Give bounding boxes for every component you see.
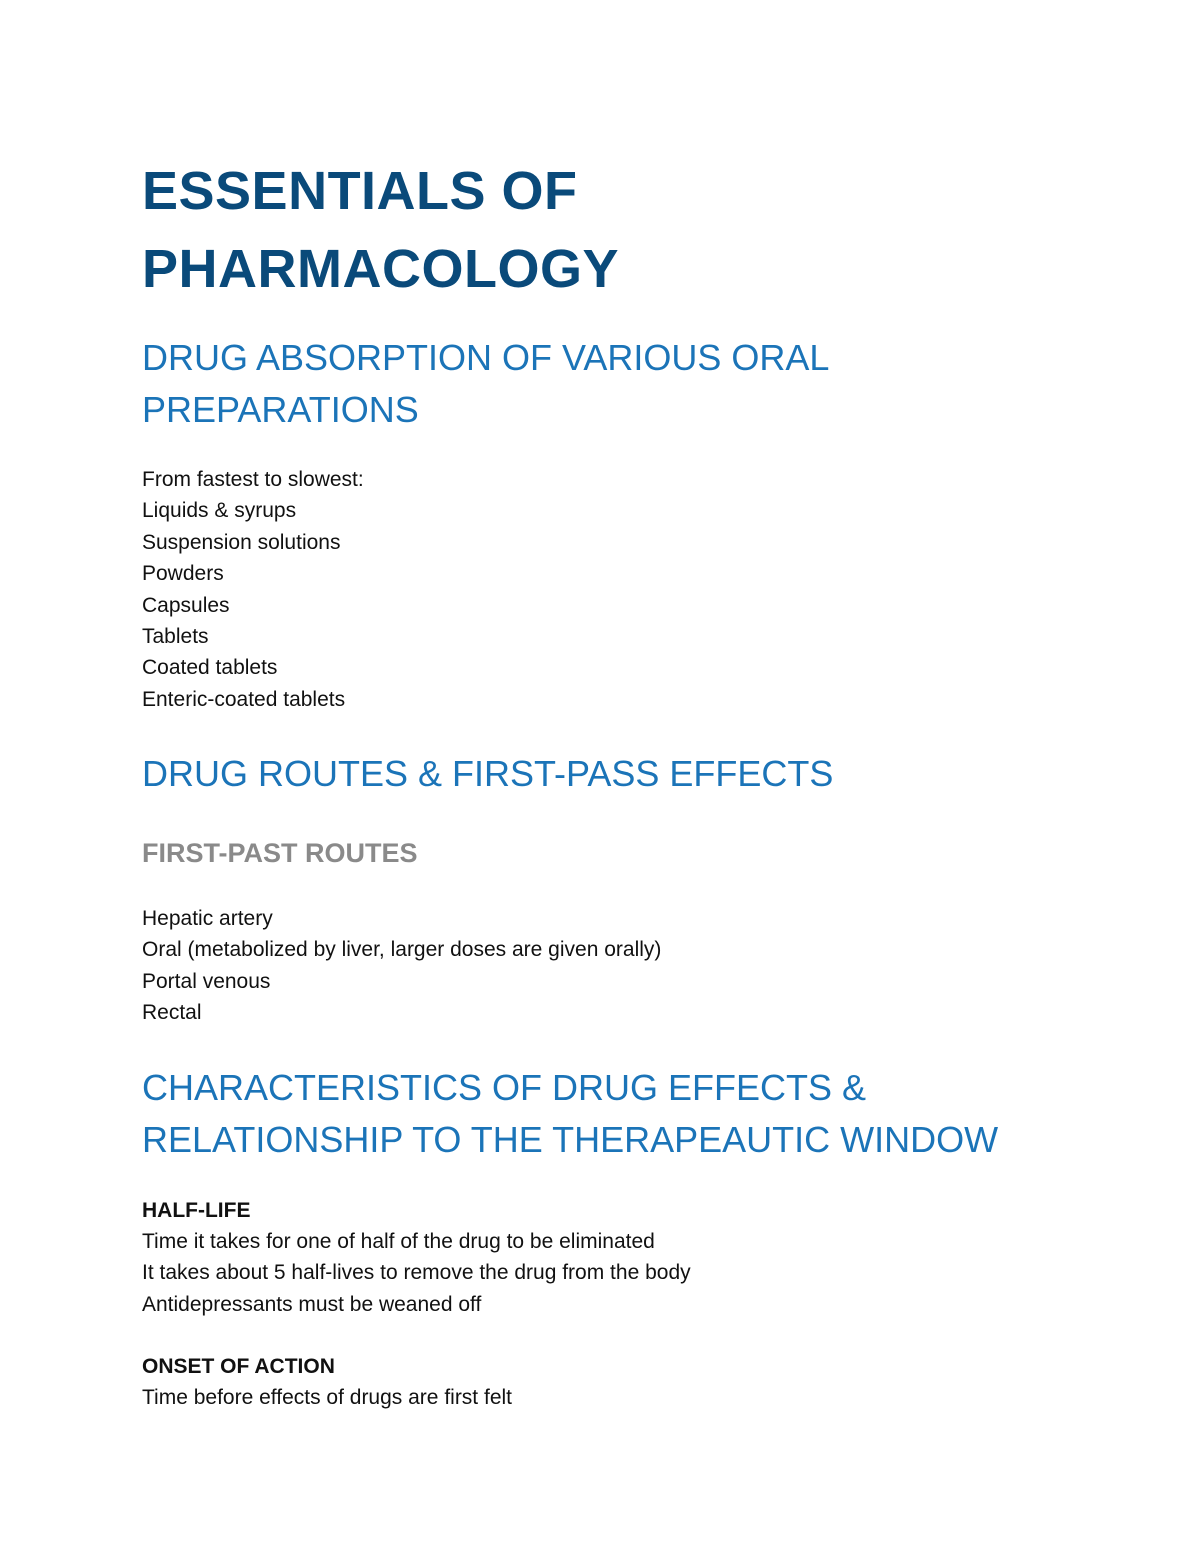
section-heading-absorption bbox=[142, 332, 1142, 436]
list-item: Powders bbox=[142, 562, 224, 586]
list-item: Time it takes for one of half of the drug to be eliminated bbox=[142, 1230, 655, 1253]
list-item: Tablets bbox=[142, 625, 209, 649]
heading-line: PREPARATIONS bbox=[142, 389, 419, 430]
title-line: ESSENTIALS OF bbox=[142, 161, 578, 221]
list-item: It takes about 5 half-lives to remove the drug from the body bbox=[142, 1261, 691, 1285]
section-heading-characteristics bbox=[142, 1062, 1142, 1166]
title-line: PHARMACOLOGY bbox=[142, 239, 619, 299]
label-half-life: HALF-LIFE bbox=[142, 1199, 251, 1222]
list-item: From fastest to slowest: bbox=[142, 468, 364, 491]
heading-line: RELATIONSHIP TO THE THERAPEAUTIC WINDOW bbox=[142, 1119, 999, 1160]
half-life-list bbox=[142, 1226, 1142, 1320]
heading-line: DRUG ABSORPTION OF VARIOUS ORAL bbox=[142, 337, 830, 378]
list-item: Rectal bbox=[142, 1001, 202, 1025]
list-item: Liquids & syrups bbox=[142, 499, 297, 523]
section-heading-routes: DRUG ROUTES & FIRST-PASS EFFECTS bbox=[142, 753, 834, 794]
label-onset-of-action: ONSET OF ACTION bbox=[142, 1355, 335, 1378]
list-item: Suspension solutions bbox=[142, 530, 341, 554]
list-item: Coated tablets bbox=[142, 656, 278, 680]
list-item: Antidepressants must be weaned off bbox=[142, 1292, 482, 1316]
heading-line: CHARACTERISTICS OF DRUG EFFECTS & bbox=[142, 1067, 867, 1108]
list-item: Oral (metabolized by liver, larger doses are given orally) bbox=[142, 938, 662, 962]
list-item: Time before effects of drugs are first felt bbox=[142, 1386, 512, 1409]
list-item: Capsules bbox=[142, 593, 230, 617]
absorption-list bbox=[142, 464, 1142, 715]
list-item: Hepatic artery bbox=[142, 907, 273, 930]
subheading-first-past-routes: FIRST-PAST ROUTES bbox=[142, 838, 418, 868]
routes-list bbox=[142, 903, 1142, 1029]
list-item: Enteric-coated tablets bbox=[142, 687, 346, 711]
document-title bbox=[142, 152, 1042, 308]
onset-list bbox=[142, 1382, 1142, 1413]
list-item: Portal venous bbox=[142, 969, 271, 993]
